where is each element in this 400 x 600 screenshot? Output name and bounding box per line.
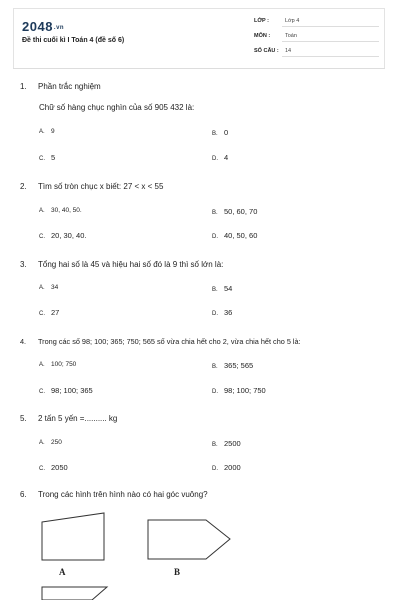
question-text: 2 tấn 5 yến =.......... kg [38,414,118,423]
option-a[interactable]: A. 30, 40, 50. [39,207,82,214]
question-number: 3. [20,260,27,269]
option-c[interactable]: C. 5 [39,153,56,162]
option-a[interactable]: A. 9 [39,128,55,135]
exam-title: Đề thi cuối kì I Toán 4 (đề số 6) [22,37,125,44]
option-c[interactable]: C. 2050 [39,463,68,472]
option-c[interactable]: C. 98; 100; 365 [39,386,93,395]
option-b[interactable]: B. 0 [212,128,229,137]
class-label: LỚP : [254,18,269,24]
option-a[interactable]: A. 250 [39,439,62,446]
question-count-label: SỐ CÂU : [254,48,279,54]
option-d[interactable]: D. 98; 100; 750 [212,386,266,395]
shape-b-pentagon [148,520,230,559]
question-number: 6. [20,490,27,499]
exam-header [13,8,385,69]
option-b[interactable]: B. 365; 565 [212,361,254,370]
option-d[interactable]: D. 4 [212,153,229,162]
option-d[interactable]: D. 36 [212,308,233,317]
option-d[interactable]: D. 40, 50, 60 [212,231,258,240]
subject-value: Toán [285,33,297,39]
question-number: 4. [20,337,27,346]
subject-label: MÔN : [254,33,271,39]
shape-a-label: A [59,567,66,577]
option-b[interactable]: B. 50, 60, 70 [212,207,258,216]
option-b[interactable]: B. 2500 [212,439,241,448]
option-a[interactable]: A. 34 [39,284,59,291]
question-subtext: Chữ số hàng chục nghìn của số 905 432 là: [39,103,195,112]
question-number: 2. [20,182,27,191]
question-text: Trong các số 98; 100; 365; 750; 565 số vừa chia hết cho 2, vừa chia hết cho 5 là: [38,337,301,346]
shape-b-label: B [174,567,181,577]
option-b[interactable]: B. 54 [212,284,233,293]
site-logo[interactable]: 2048.vn [22,19,65,34]
question-text: Phần trắc nghiệm [38,82,101,91]
shape-c-partial [42,587,107,600]
question-6-figures [0,505,400,600]
class-value: Lớp 4 [285,18,300,24]
option-a[interactable]: A. 100; 750 [39,361,77,368]
header-divider [13,68,385,69]
question-count-value: 14 [285,48,292,54]
option-c[interactable]: C. 20, 30, 40. [39,231,87,240]
question-number: 5. [20,414,27,423]
question-text: Tìm số tròn chục x biết: 27 < x < 55 [38,182,164,191]
question-text: Trong các hình trên hình nào có hai góc vuông? [38,490,208,499]
option-d[interactable]: D. 2000 [212,463,241,472]
shape-a-quadrilateral [42,513,104,560]
option-c[interactable]: C. 27 [39,308,60,317]
question-text: Tổng hai số là 45 và hiệu hai số đó là 9 thì số lớn là: [38,260,224,269]
question-number: 1. [20,82,27,91]
